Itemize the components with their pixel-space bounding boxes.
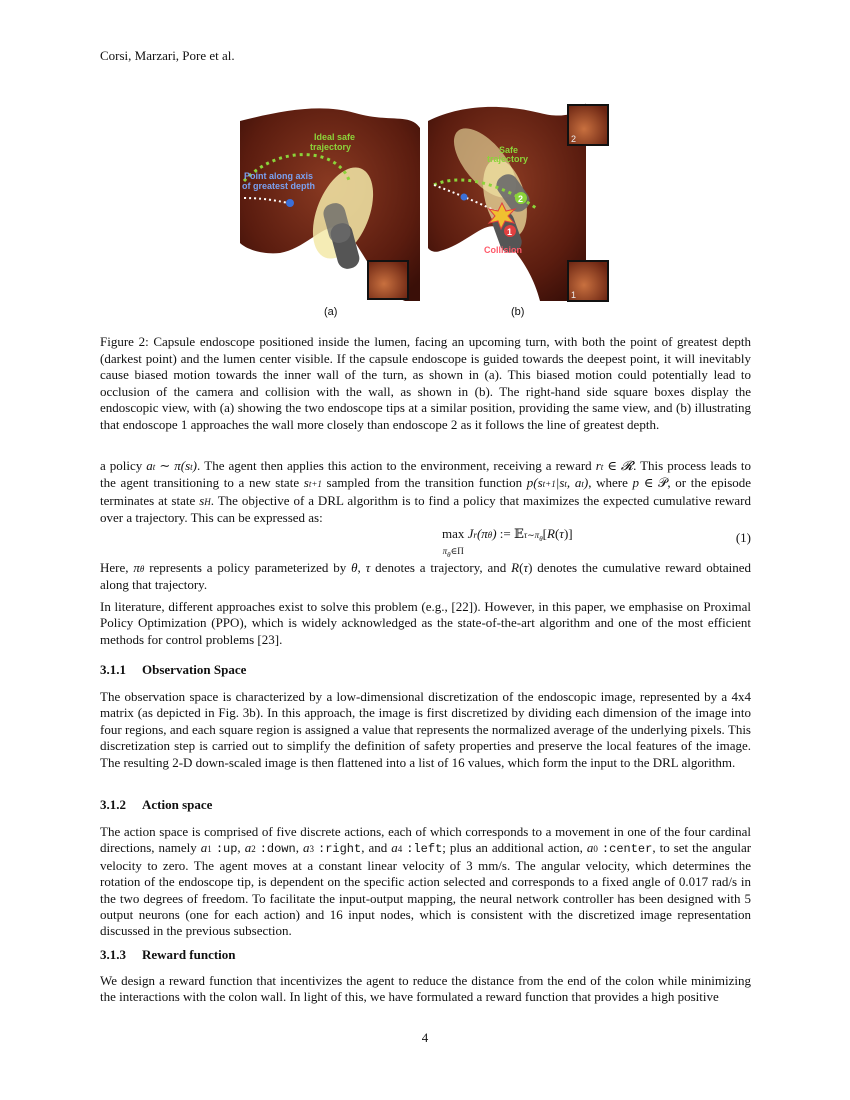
paragraph-action-space: The action space is comprised of five discrete actions, each of which corresponds to a movement in one of the four cardinal directions, namely a1 :up, a2 :down, a3 :right, and a4 :left; plus an additional action, a0 :center, to set the angular velocity to zero. The agent moves at a constant linear velocity of 3 mm/s. The angular velocity, which determines the rotation of the endoscope tip, is dependent on the specific action selected and corresponds to a fixed angle of 0.017 rad/s in the two degrees of freedom. To facilitate the input-output mapping, the neural network controller has been designed with 5 output neurons (one for each action) and 16 input nodes, which is consistent with the discretized image representation discussed in the previous subsection.	[100, 824, 752, 939]
label-point-axis-2: of greatest depth	[242, 181, 316, 191]
section-3-1-1-heading: 3.1.1 Observation Space	[100, 662, 247, 677]
panel-b-depth-point	[461, 194, 468, 201]
label-point-axis-1: Point along axis	[244, 171, 314, 181]
section-3-1-2-heading: 3.1.2 Action space	[100, 797, 213, 812]
page-number: 4	[421, 1030, 429, 1045]
equation-1-number: (1)	[735, 530, 751, 545]
running-head-authors: Corsi, Marzari, Pore et al.	[100, 48, 235, 63]
label-collision: Collision	[484, 245, 522, 255]
panel-a-inset	[368, 261, 408, 299]
panel-a-label: (a)	[324, 306, 338, 318]
paragraph-policy: a policy at ∼ π(st). The agent then applies this action to the environment, receiving a reward rt ∈ 𝓡. This process leads to the agent transitioning to a new state st+1 sampled from the transition function p(st+1|st, at), where p ∈ 𝒫, or the episode terminates at state sH. The objective of a DRL algorithm is to find a policy that maximizes the expected cumulative reward over a trajectory. This can be expressed as:	[100, 458, 752, 526]
label-ideal-safe-1: Ideal safe	[314, 132, 356, 142]
panel-b-label: (b)	[511, 306, 525, 318]
panel-b-endoscope-1-num: 1	[507, 227, 513, 237]
figure-caption: Figure 2: Capsule endoscope positioned inside the lumen, facing an upcoming turn, with both the point of greatest depth (darkest point) and the lumen center visible. If the capsule endoscope is guided towards the deepest point, it will inevitably cause biased motion towards the inner wall of the turn, as shown in (a). This biased motion could potentially lead to occlusion of the camera and collision with the wall, as shown in (b). The right-hand side square boxes display the endoscopic view, with (a) showing the two endoscope tips at a similar position, providing the same view, and (b) illustrating that endoscope 1 approaches the wall more closely than endoscope 2 as it follows the line of greatest depth.	[100, 334, 751, 432]
label-safe-2: trajectory	[487, 154, 529, 164]
section-3-1-3-heading: 3.1.3 Reward function	[100, 947, 236, 962]
paragraph-observation-space: The observation space is characterized by a low-dimensional discretization of the endoscopic image, represented by a 4x4 matrix (as depicted in Fig. 3b). In this approach, the image is first discretized by dividing each dimension of the image into four regions, and each square region is assigned a value that represents the normalized average of the underlying pixels. This discretization step is carried out to simplify the definition of safety properties and preserve the local features of the image. The resulting 2-D down-scaled image is then flattened into a list of 16 values, which form the input to the DRL algorithm.	[100, 689, 751, 770]
paragraph-here: Here, πθ represents a policy parameterized by θ, τ denotes a trajectory, and R(τ) denotes the cumulative reward obtained along that trajectory.	[100, 560, 751, 593]
paragraph-literature: In literature, different approaches exist to solve this problem (e.g., [22]). However, in this paper, we emphasise on Proximal Policy Optimization (PPO), which is widely acknowledged as the state-of-the-art algorithm and one of the most efficient methods for control problems [23].	[100, 599, 751, 647]
equation-1-body: max $\pi_\theta\in\Pi$ Jr(πθ) := $𝔼\tau\sim\pi_\theta[R(\tau)]$	[442, 526, 573, 559]
panel-b-inset-2-num: 2	[571, 134, 577, 144]
figure-2-illustration	[240, 103, 612, 323]
panel-b-endoscope-2-num: 2	[518, 194, 524, 204]
panel-b-inset-1-num: 1	[571, 290, 577, 300]
equation-1	[100, 524, 751, 559]
panel-a-depth-point	[286, 199, 294, 207]
label-safe-1: Safe	[499, 145, 519, 155]
paragraph-reward-function: We design a reward function that incentivizes the agent to reduce the distance from the end of the colon while minimizing the interactions with the colon wall. In light of this, we have formulated a reward function that provides a high positive	[100, 973, 751, 1005]
figure-2	[240, 103, 612, 323]
label-ideal-safe-2: trajectory	[310, 142, 352, 152]
